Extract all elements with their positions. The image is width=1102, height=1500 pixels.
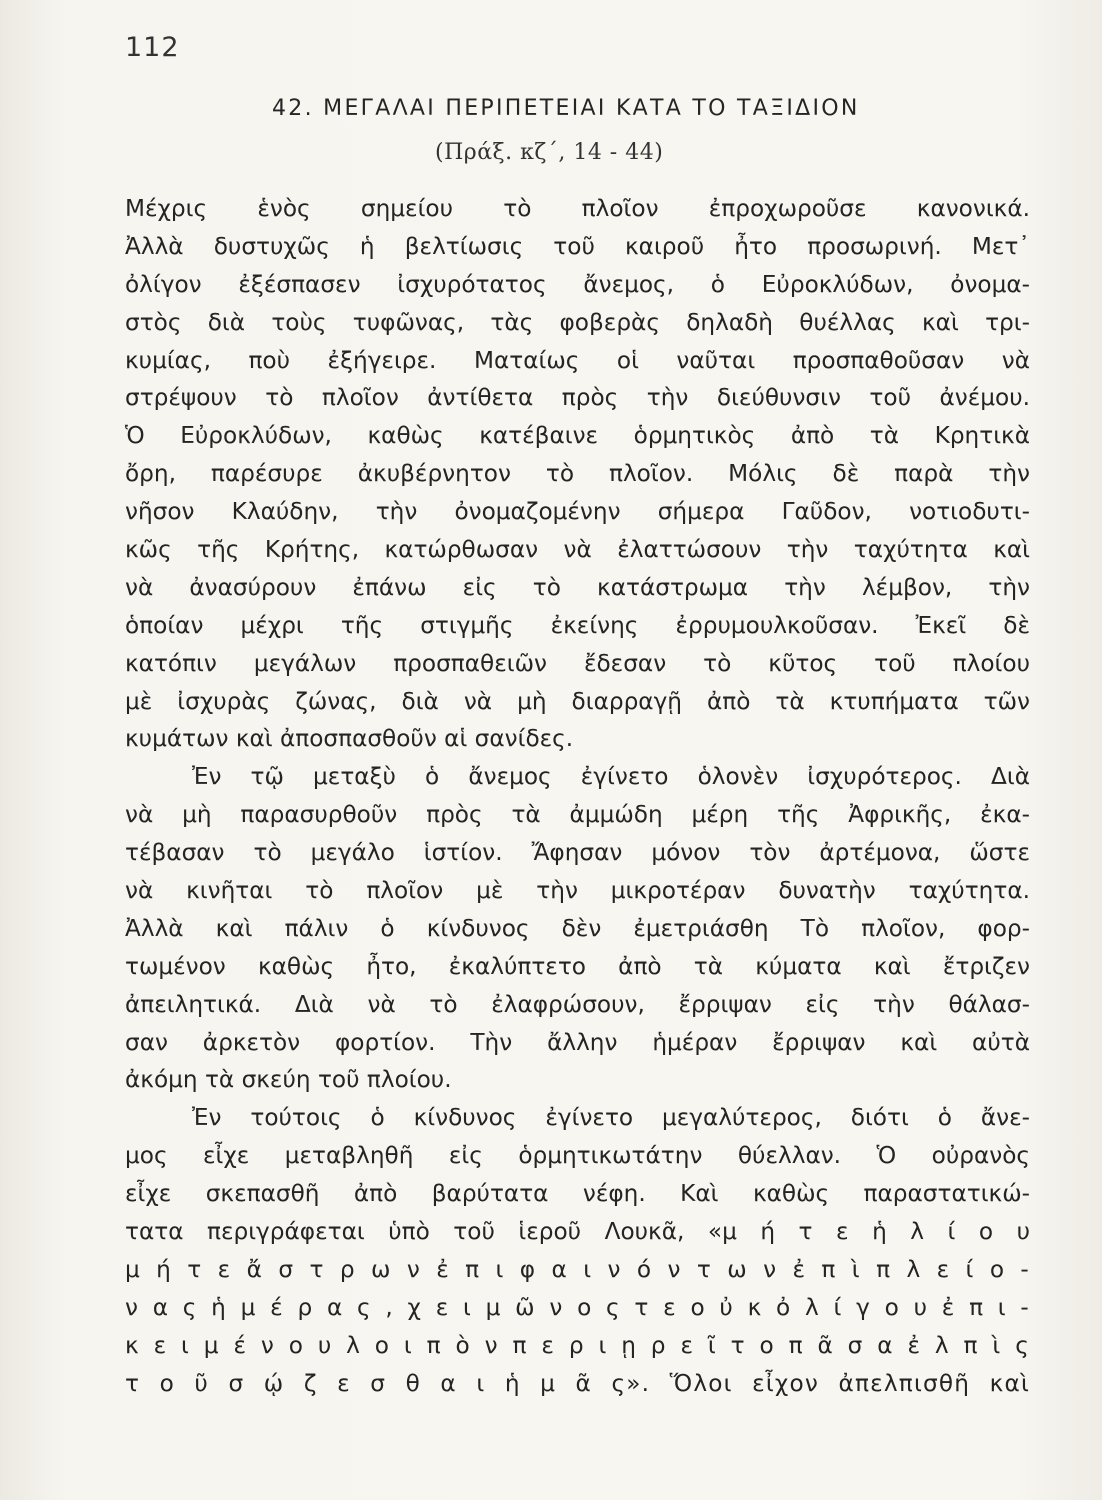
text-line: ὁποίαν μέχρι τῆς στιγμῆς ἐκείνης ἐρρυμουλκοῦσαν. Ἐκεῖ δὲ bbox=[125, 611, 1030, 639]
text-line: στρέψουν τὸ πλοῖον ἀντίθετα πρὸς τὴν διεύθυνσιν τοῦ ἀνέμου. bbox=[125, 384, 1030, 412]
text-line: στὸς διὰ τοὺς τυφῶνας, τὰς φοβερὰς δηλαδὴ θυέλλας καὶ τρι- bbox=[125, 308, 1030, 336]
text-line: νῆσον Κλαύδην, τὴν ὀνομαζομένην σήμερα Γαῦδον, νοτιοδυτι- bbox=[125, 498, 1030, 526]
text-line: ἀκόμη τὰ σκεύη τοῦ πλοίου. bbox=[125, 1066, 452, 1094]
text-line: Ὁ Εὐροκλύδων, καθὼς κατέβαινε ὁρμητικὸς ἀπὸ τὰ Κρητικὰ bbox=[125, 422, 1030, 450]
text-line: εἶχε σκεπασθῆ ἀπὸ βαρύτατα νέφη. Καὶ καθὼς παραστατικώ- bbox=[125, 1180, 1030, 1208]
text-line: κυμίας, ποὺ ἐξήγειρε. Ματαίως οἱ ναῦται προσπαθοῦσαν νὰ bbox=[125, 346, 1030, 374]
text-line: Ἀλλὰ καὶ πάλιν ὁ κίνδυνος δὲν ἐμετριάσθη Τὸ πλοῖον, φορ- bbox=[125, 914, 1030, 942]
text-line: τατα περιγράφεται ὑπὸ τοῦ ἱεροῦ Λουκᾶ, «μ ή τ ε ἡ λ ί ο υ bbox=[125, 1218, 1030, 1246]
text-line: κυμάτων καὶ ἀποσπασθοῦν αἱ σανίδες. bbox=[125, 725, 574, 753]
text-line: μὲ ἰσχυρὰς ζώνας, διὰ νὰ μὴ διαρραγῇ ἀπὸ τὰ κτυπήματα τῶν bbox=[125, 687, 1030, 715]
text-line: κατόπιν μεγάλων προσπαθειῶν ἔδεσαν τὸ κῦτος τοῦ πλοίου bbox=[125, 649, 1030, 677]
body-text bbox=[125, 190, 1030, 1403]
text-line: μος εἶχε μεταβληθῆ εἰς ὁρμητικωτάτην θύελλαν. Ὁ οὐρανὸς bbox=[125, 1142, 1030, 1170]
text-line: τ ο ῦ σ ῴ ζ ε σ θ α ι ἡ μ ᾶ ς». Ὅλοι εἶχον ἀπελπισθῆ καὶ bbox=[125, 1369, 1030, 1397]
text-line: τωμένον καθὼς ἦτο, ἐκαλύπτετο ἀπὸ τὰ κύματα καὶ ἔτριζεν bbox=[125, 952, 1030, 980]
text-line: τέβασαν τὸ μεγάλο ἱστίον. Ἄφησαν μόνον τὸν ἀρτέμονα, ὥστε bbox=[125, 839, 1030, 867]
text-line: Μέχρις ἑνὸς σημείου τὸ πλοῖον ἐπροχωροῦσε κανονικά. bbox=[125, 195, 1030, 222]
text-line: νὰ μὴ παρασυρθοῦν πρὸς τὰ ἀμμώδη μέρη τῆς Ἀφρικῆς, ἐκα- bbox=[125, 801, 1030, 829]
text-line: ὄρη, παρέσυρε ἀκυβέρνητον τὸ πλοῖον. Μόλις δὲ παρὰ τὴν bbox=[125, 460, 1030, 488]
text-line: ν α ς ἡ μ έ ρ α ς , χ ε ι μ ῶ ν ο ς τ ε ο ὐ κ ὀ λ ί γ ο υ ἐ π ι - bbox=[125, 1293, 1030, 1321]
text-line: σαν ἀρκετὸν φορτίον. Τὴν ἄλλην ἡμέραν ἔρριψαν καὶ αὐτὰ bbox=[125, 1028, 1030, 1056]
chapter-title: 42. ΜΕΓΑΛΑΙ ΠΕΡΙΠΕΤΕΙΑΙ ΚΑΤΑ ΤΟ ΤΑΞΙΔΙΟΝ bbox=[272, 96, 860, 121]
text-line: νὰ ἀνασύρουν ἐπάνω εἰς τὸ κατάστρωμα τὴν λέμβον, τὴν bbox=[125, 573, 1030, 601]
page-number: 112 bbox=[125, 32, 180, 63]
scripture-reference: (Πράξ. κζ΄, 14 - 44) bbox=[435, 140, 664, 165]
text-line: κ ε ι μ έ ν ο υ λ ο ι π ὸ ν π ε ρ ι ῃ ρ ε ῖ τ ο π ᾶ σ α ἐ λ π ὶ ς bbox=[125, 1331, 1030, 1359]
text-line: ὀλίγον ἐξέσπασεν ἰσχυρότατος ἄνεμος, ὁ Εὐροκλύδων, ὀνομα- bbox=[125, 270, 1030, 298]
text-line: Ἀλλὰ δυστυχῶς ἡ βελτίωσις τοῦ καιροῦ ἦτο προσωρινή. Μετ᾽ bbox=[125, 232, 1030, 260]
text-line: Ἐν τῷ μεταξὺ ὁ ἄνεμος ἐγίνετο ὁλονὲν ἰσχυρότερος. Διὰ bbox=[192, 763, 1030, 791]
text-line: Ἐν τούτοις ὁ κίνδυνος ἐγίνετο μεγαλύτερος, διότι ὁ ἄνε- bbox=[192, 1104, 1030, 1132]
text-line: κῶς τῆς Κρήτης, κατώρθωσαν νὰ ἐλαττώσουν τὴν ταχύτητα καὶ bbox=[125, 536, 1030, 564]
text-line: ἀπειλητικά. Διὰ νὰ τὸ ἐλαφρώσουν, ἔρριψαν εἰς τὴν θάλασ- bbox=[125, 990, 1030, 1018]
text-line: νὰ κινῆται τὸ πλοῖον μὲ τὴν μικροτέραν δυνατὴν ταχύτητα. bbox=[125, 877, 1030, 905]
text-line: μ ή τ ε ἄ σ τ ρ ω ν ἐ π ι φ α ι ν ό ν τ ω ν ἐ π ὶ π λ ε ί ο - bbox=[125, 1255, 1030, 1283]
